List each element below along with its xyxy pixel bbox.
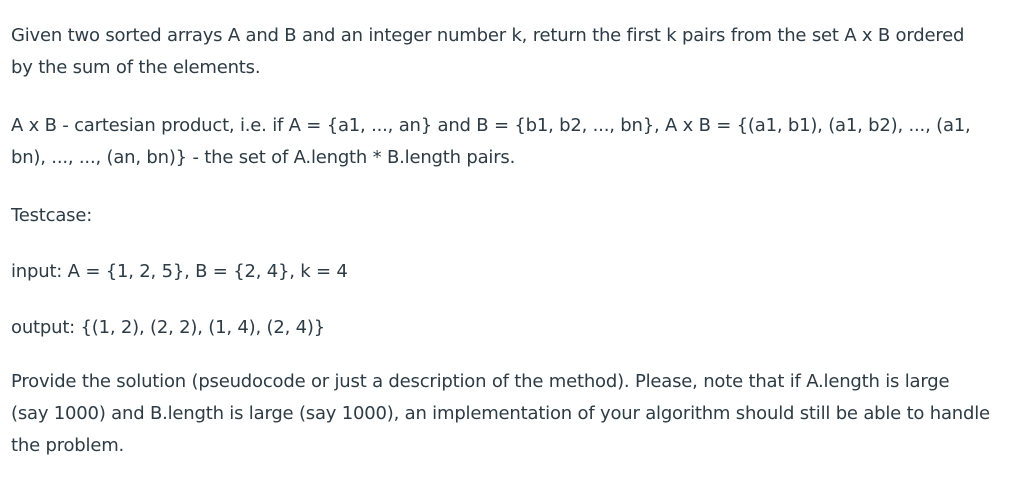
cartesian-definition: A x B - cartesian product, i.e. if A = {a1, ..., an} and B = {b1, b2, ..., bn}, A x B = {(a1, b1), (a1, b2), ..., (a1, bn), ..., ..., (an, bn)} - the set of A.length * B.length pairs. bbox=[11, 115, 971, 168]
testcase-input: input: A = {1, 2, 5}, B = {2, 4}, k = 4 bbox=[11, 261, 348, 282]
testcase-output: output: {(1, 2), (2, 2), (1, 4), (2, 4)} bbox=[11, 317, 325, 338]
solution-request: Provide the solution (pseudocode or just a description of the method). Please, note that if A.length is large (say 1000) and B.length is large (say 1000), an implementation of your algorithm should still be able to handle the problem. bbox=[11, 371, 990, 456]
problem-statement: Given two sorted arrays A and B and an integer number k, return the first k pairs from the set A x B ordered by the sum of the elements. bbox=[11, 25, 965, 78]
testcase-heading: Testcase: bbox=[11, 205, 93, 226]
